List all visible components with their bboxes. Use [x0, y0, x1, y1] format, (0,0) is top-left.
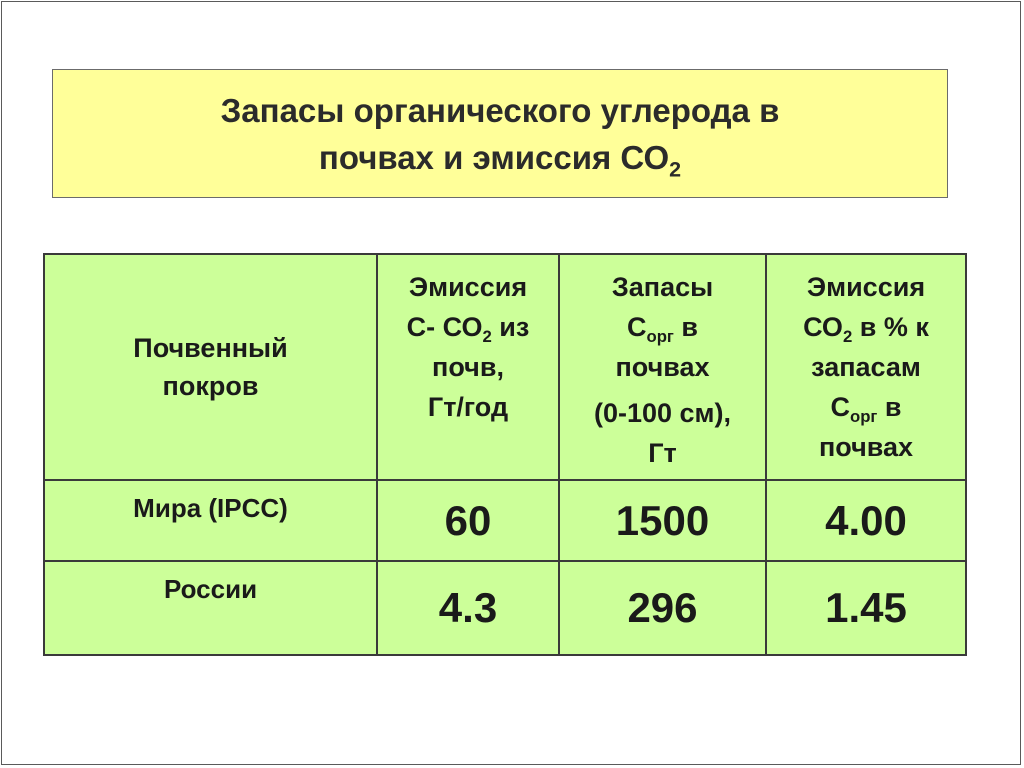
world-percent-value: 4.00	[766, 480, 966, 561]
title-line-2	[319, 134, 681, 181]
header-stocks-c: С	[626, 312, 647, 342]
title-line-1: Запасы органического углерода в	[220, 91, 780, 129]
header-pct-line4	[767, 387, 965, 427]
header-emission-line4: Гт/год	[427, 392, 509, 422]
russia-emission-value: 4.3	[377, 561, 559, 655]
header-stocks-line4: (0-100 см),	[593, 398, 732, 428]
world-emission-value: 60	[377, 480, 559, 561]
header-soil-cover-line2: покров	[162, 371, 259, 401]
header-row	[44, 254, 966, 480]
header-stocks-sub: орг	[646, 326, 674, 346]
header-emission-percent	[766, 254, 966, 480]
header-stocks-v: в	[673, 312, 699, 342]
header-emission-sub: 2	[482, 326, 492, 346]
data-table	[43, 253, 967, 656]
header-pct-org: орг	[849, 406, 878, 426]
header-emission-co: С- СО	[406, 312, 483, 342]
title-subscript: 2	[669, 157, 682, 182]
header-pct-line1: Эмиссия	[806, 272, 926, 302]
header-soil-cover-line1: Почвенный	[133, 333, 288, 363]
russia-stocks-value: 296	[559, 561, 766, 655]
header-stocks-line3: почвах	[615, 352, 710, 382]
header-emission	[377, 254, 559, 480]
slide-title	[52, 69, 948, 198]
header-pct-v: в	[877, 392, 902, 422]
header-emission-line1: Эмиссия	[408, 272, 528, 302]
header-emission-iz: из	[491, 312, 530, 342]
header-pct-co: СО	[803, 312, 843, 342]
header-emission-line2	[378, 307, 558, 347]
row-label-russia: России	[44, 561, 377, 655]
title-line-2-text: почвах и эмиссия СО	[318, 138, 670, 176]
russia-percent-value: 1.45	[766, 561, 966, 655]
header-pct-line5: почвах	[818, 432, 914, 462]
header-pct-sub: 2	[842, 326, 853, 346]
header-stocks-line2	[560, 307, 765, 347]
header-pct-vpk: в % к	[852, 312, 929, 342]
header-pct-line3: запасам	[811, 352, 921, 382]
header-stocks	[559, 254, 766, 480]
row-label-world: Мира (IPCC)	[44, 480, 377, 561]
header-pct-c: С	[830, 392, 850, 422]
header-stocks-line1: Запасы	[611, 272, 714, 302]
world-stocks-value: 1500	[559, 480, 766, 561]
table-row-russia	[44, 561, 966, 655]
header-soil-cover	[44, 254, 377, 480]
header-pct-line2	[767, 307, 965, 347]
table-row-world	[44, 480, 966, 561]
header-emission-line3: почв,	[432, 352, 504, 382]
header-stocks-line5: Гт	[648, 438, 677, 468]
